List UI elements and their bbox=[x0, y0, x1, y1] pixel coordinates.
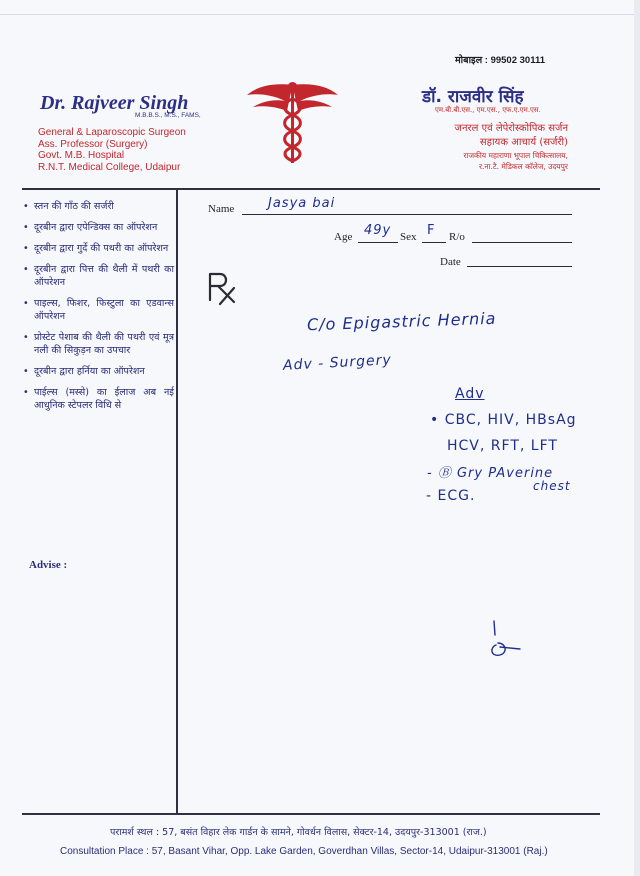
doctor-name-hindi: डॉ. राजवीर सिंह bbox=[422, 87, 524, 107]
service-item: • दूरबीन द्वारा हर्निया का ऑपरेशन bbox=[23, 366, 145, 377]
date-line bbox=[467, 266, 572, 267]
doctor-info-english bbox=[38, 127, 186, 173]
advice-surgery-note: Adv - Surgery bbox=[282, 352, 393, 374]
age-label: Age bbox=[334, 231, 353, 243]
date-label: Date bbox=[440, 256, 461, 268]
info-hi-line: जनरल एवं लेपेरोस्कोपिक सर्जन bbox=[454, 123, 568, 134]
header-divider bbox=[22, 188, 600, 190]
caduceus-icon bbox=[245, 77, 340, 167]
footer-address-hindi: परामर्श स्थल : 57, बसंत विहार लेक गार्डन के सामने, गोवर्धन विलास, सेक्टर-14, उदयपुर-313001 (राज.) bbox=[110, 827, 487, 838]
ro-line bbox=[472, 242, 572, 243]
adv-heading: Adv bbox=[455, 386, 485, 402]
service-item: • पाइल्स, फिशर, फिस्टुला का एडवान्स ऑपरेशन bbox=[23, 298, 174, 322]
service-item: • प्रोस्टेट पेशाब की थैली की पथरी एवं मूत्र नली की सिकुड़न का उपचार bbox=[23, 332, 174, 356]
column-divider bbox=[176, 189, 178, 813]
degrees-english: M.B.B.S., M.S., FAMS, bbox=[135, 112, 201, 119]
sex-label: Sex bbox=[400, 231, 417, 243]
doctor-info-hindi bbox=[400, 122, 568, 172]
footer-divider bbox=[22, 813, 600, 815]
info-hi-line: राजकीय महाराणा भूपाल चिकित्सालय, bbox=[463, 151, 568, 160]
test-line: - ECG. bbox=[426, 488, 476, 504]
sex-value: F bbox=[427, 223, 436, 238]
rx-symbol-icon bbox=[206, 270, 240, 306]
advise-label: Advise : bbox=[29, 559, 68, 571]
footer-address-english: Consultation Place : 57, Basant Vihar, Opp. Lake Garden, Goverdhan Villas, Sector-14, Udaipur-313001 (Raj.) bbox=[60, 846, 548, 857]
test-line: chest bbox=[533, 479, 571, 493]
mobile-number: मोबाइल : 99502 30111 bbox=[455, 55, 546, 66]
service-item: • दूरबीन द्वारा गुर्दे की पथरी का ऑपरेशन bbox=[23, 243, 169, 254]
info-hi-line: सहायक आचार्य (सर्जरी) bbox=[479, 137, 568, 148]
info-en-line: Ass. Professor (Surgery) bbox=[38, 138, 148, 150]
age-line bbox=[358, 242, 398, 243]
degrees-hindi: एम.बी.बी.एस., एम.एस., एफ.ए.एम.एस. bbox=[435, 106, 541, 114]
test-line: HCV, RFT, LFT bbox=[447, 438, 558, 454]
patient-name-value: Jasya bai bbox=[268, 196, 336, 211]
complaint-note: C/o Epigastric Hernia bbox=[306, 308, 497, 335]
ro-label: R/o bbox=[449, 231, 465, 243]
service-item: • दूरबीन द्वारा एपेन्डिक्स का ऑपरेशन bbox=[23, 222, 158, 233]
info-hi-line: र.ना.टै. मेडिकल कॉलेज, उदयपुर bbox=[478, 162, 568, 171]
service-item: • दूरबीन द्वारा पित्त की थैली में पथरी का ऑपरेशन bbox=[23, 264, 174, 288]
service-item: • पाईल्स (मस्से) का ईलाज अब नई आधुनिक स्टेपलर विधि से bbox=[23, 387, 174, 411]
name-line bbox=[242, 214, 572, 215]
service-item: • स्तन की गाँठ की सर्जरी bbox=[23, 201, 114, 212]
page-edge bbox=[634, 0, 640, 876]
info-en-line: Govt. M.B. Hospital bbox=[38, 150, 125, 161]
sex-line bbox=[422, 242, 446, 243]
name-label: Name bbox=[208, 203, 235, 215]
signature-mark bbox=[486, 617, 526, 662]
test-line: - Ⓑ Gry PAverine bbox=[427, 466, 554, 481]
age-value: 49y bbox=[364, 223, 392, 238]
services-list bbox=[22, 200, 174, 420]
info-en-line: R.N.T. Medical College, Udaipur bbox=[38, 161, 181, 173]
top-edge-line bbox=[0, 14, 640, 15]
doctor-name-english: Dr. Rajveer Singh bbox=[40, 92, 189, 114]
test-line: • CBC, HIV, HBsAg bbox=[430, 412, 577, 428]
info-en-line: General & Laparoscopic Surgeon bbox=[38, 127, 186, 138]
